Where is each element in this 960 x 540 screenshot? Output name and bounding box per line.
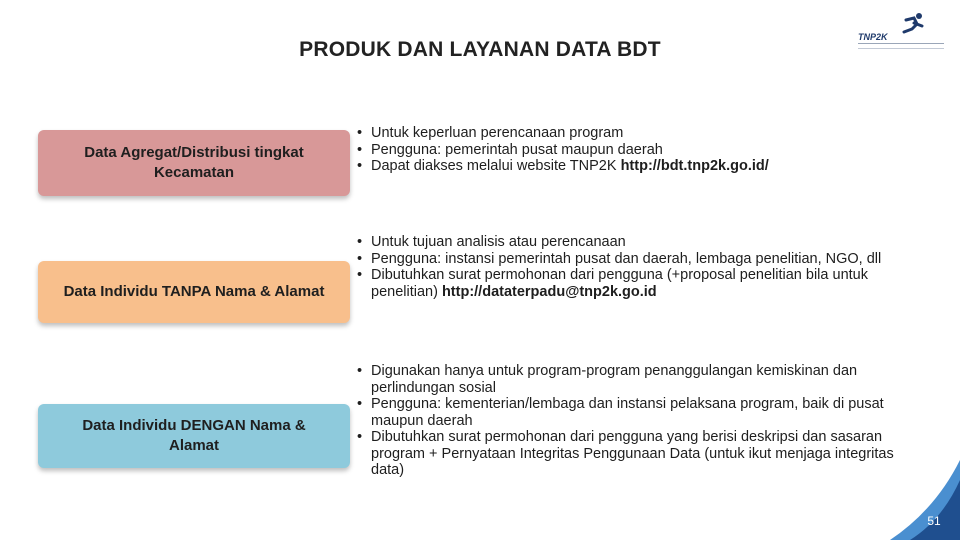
bullet-item: • Pengguna: instansi pemerintah pusat dan daerah, lembaga penelitian, NGO, dll bbox=[357, 251, 927, 268]
running-figure-icon bbox=[892, 12, 926, 36]
bullet-item: • Pengguna: kementerian/lembaga dan instansi pelaksana program, baik di pusat maupun daerah bbox=[357, 396, 927, 429]
bullet-list-agregat bbox=[357, 125, 927, 175]
bullet-item: • Dibutuhkan surat permohonan dari pengguna (+proposal penelitian bila untuk penelitian) http://dataterpadu@tnp2k.go.id bbox=[357, 267, 927, 300]
page-number: 51 bbox=[927, 514, 941, 528]
email-link[interactable]: http://dataterpadu@tnp2k.go.id bbox=[441, 283, 657, 300]
bullet-item: • Dibutuhkan surat permohonan dari pengguna yang berisi deskripsi dan sasaran program + Pernyataan Integritas Penggunaan Data (untuk ikut menjaga integritas data) bbox=[357, 429, 927, 479]
box-data-individu-dengan: Data Individu DENGAN Nama & Alamat bbox=[38, 404, 350, 468]
logo-text: TNP2K bbox=[858, 32, 888, 42]
bullet-item: • Untuk tujuan analisis atau perencanaan bbox=[357, 234, 927, 251]
bullet-item: • Dapat diakses melalui website TNP2K http://bdt.tnp2k.go.id/ bbox=[357, 158, 927, 175]
bullet-item: • Digunakan hanya untuk program-program penanggulangan kemiskinan dan perlindungan sosial bbox=[357, 363, 927, 396]
tnp2k-logo bbox=[852, 12, 944, 52]
website-link[interactable]: http://bdt.tnp2k.go.id/ bbox=[620, 158, 769, 174]
box-data-agregat: Data Agregat/Distribusi tingkat Kecamatan bbox=[38, 130, 350, 196]
box-data-individu-tanpa: Data Individu TANPA Nama & Alamat bbox=[38, 261, 350, 323]
bullet-list-tanpa bbox=[357, 234, 927, 300]
bullet-list-dengan bbox=[357, 363, 927, 479]
logo-tagline bbox=[858, 43, 944, 49]
page-title: PRODUK DAN LAYANAN DATA BDT bbox=[299, 38, 661, 61]
bullet-item: • Untuk keperluan perencanaan program bbox=[357, 125, 927, 142]
bullet-item: • Pengguna: pemerintah pusat maupun daerah bbox=[357, 142, 927, 159]
